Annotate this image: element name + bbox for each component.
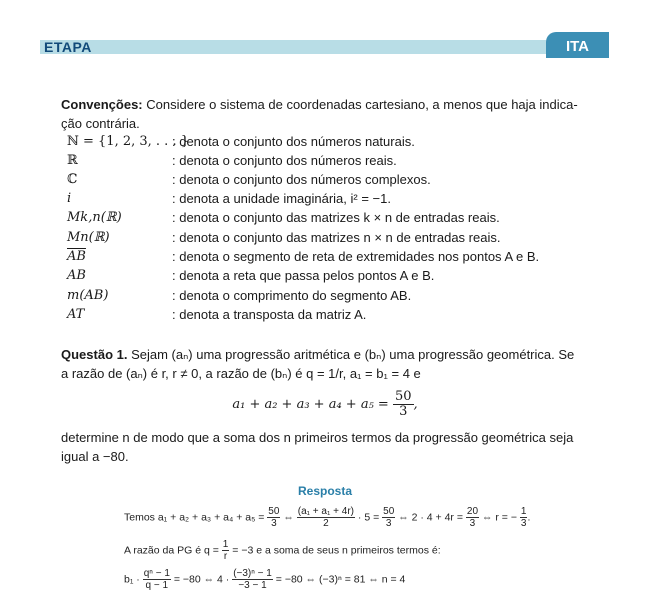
answer-l1-frac3-num: 50 xyxy=(383,506,395,517)
desc-imaginary: : denota a unidade imaginária, i² = −1. xyxy=(172,191,391,206)
equation-lhs: a₁ + a₂ + a₃ + a₄ + a₅ = xyxy=(232,397,389,412)
answer-l2-frac-den: r xyxy=(223,551,228,562)
question-line1: Sejam (aₙ) uma progressão aritmética e (bₙ) uma progressão geométrica. Se xyxy=(131,347,575,362)
desc-complex: : denota o conjunto dos números complexos. xyxy=(172,172,431,187)
equation-fraction xyxy=(393,390,414,419)
answer-l1-frac2 xyxy=(297,506,355,529)
answer-l2-frac-num: 1 xyxy=(222,539,229,550)
symbol-segment: $\overline{AB}$ xyxy=(67,249,86,264)
question-label: Questão 1. xyxy=(61,347,128,362)
answer-l1-mid2: · 5 = xyxy=(357,511,380,524)
answer-l1-frac1 xyxy=(267,506,280,529)
header-bar xyxy=(40,40,546,54)
answer-l1-frac4 xyxy=(466,506,479,529)
conventions-title: Convenções: xyxy=(61,97,143,112)
conventions-intro-line2: ção contrária. xyxy=(61,116,140,131)
answer-line3 xyxy=(124,568,405,591)
answer-l3-mid: = −80 ⇔ 4 · xyxy=(173,573,230,586)
desc-segment: : denota o segmento de reta de extremidades nos pontos A e B. xyxy=(172,249,540,264)
question-statement xyxy=(61,345,601,383)
desc-length: : denota o comprimento do segmento AB. xyxy=(172,288,412,303)
answer-l1-mid3: ⇔ 2 · 4 + 4r = xyxy=(398,511,463,524)
equation-end: , xyxy=(413,397,418,412)
answer-l1-frac1-den: 3 xyxy=(271,518,277,529)
answer-line1 xyxy=(124,506,530,529)
answer-title: Resposta xyxy=(297,484,353,498)
symbol-length: m(AB) xyxy=(67,288,109,303)
question-equation xyxy=(0,390,650,419)
conventions-intro xyxy=(61,95,591,133)
desc-transpose: : denota a transposta da matriz A. xyxy=(172,307,367,322)
answer-l1-frac5-num: 1 xyxy=(520,506,527,517)
answer-l1-frac3 xyxy=(382,506,395,529)
answer-l3-end: = −80 ⇔ (−3)ⁿ = 81 ⇔ n = 4 xyxy=(275,573,406,586)
symbol-reals: ℝ xyxy=(67,153,78,168)
symbol-imaginary: i xyxy=(67,191,72,206)
answer-l3-frac1-den: q − 1 xyxy=(145,580,169,591)
answer-l1-frac2-num: (a₁ + a₁ + 4r) xyxy=(297,506,354,517)
question-line2: a razão de (aₙ) é r, r ≠ 0, a razão de (bₙ) é q = 1/r, a₁ = b₁ = 4 e xyxy=(61,366,421,381)
desc-matrix-kn: : denota o conjunto das matrizes k × n de entradas reais. xyxy=(172,210,500,225)
answer-l3-frac2-num: (−3)ⁿ − 1 xyxy=(233,568,272,579)
answer-l1-frac1-num: 50 xyxy=(268,506,280,517)
question-line4: igual a −80. xyxy=(61,449,129,464)
symbol-matrix-n: Mn(ℝ) xyxy=(67,230,110,245)
symbol-matrix-kn: Mk,n(ℝ) xyxy=(67,210,122,225)
answer-l3-frac2-den: −3 − 1 xyxy=(238,580,267,591)
answer-l1-mid4: ⇔ r = − xyxy=(481,511,517,524)
ita-tab: ITA xyxy=(546,32,609,58)
answer-l1-frac4-num: 20 xyxy=(466,506,479,517)
conventions-intro-line1: Considere o sistema de coordenadas cartesiano, a menos que haja indica- xyxy=(146,97,578,112)
question-continuation xyxy=(61,428,601,466)
answer-l3-frac2 xyxy=(232,568,273,591)
question-line3: determine n de modo que a soma dos n primeiros termos da progressão geométrica seja xyxy=(61,430,574,445)
answer-l1-mid1: ⇔ xyxy=(283,511,294,524)
symbol-transpose: AT xyxy=(67,307,85,322)
answer-l1-frac3-den: 3 xyxy=(385,518,392,529)
equation-denominator: 3 xyxy=(399,404,408,419)
desc-reals: : denota o conjunto dos números reais. xyxy=(172,153,397,168)
symbol-complex: ℂ xyxy=(67,172,78,187)
answer-l2-frac xyxy=(222,539,230,562)
answer-l3-b1: b₁ · xyxy=(124,573,140,586)
answer-l3-frac1 xyxy=(143,568,171,591)
answer-l2-end: = −3 e a soma de seus n primeiros termos é: xyxy=(232,544,441,557)
answer-l1-end: . xyxy=(527,511,531,524)
symbol-naturals: ℕ = {1, 2, 3, . . . } xyxy=(67,134,189,149)
answer-l1-start: Temos a₁ + a₂ + a₃ + a₄ + a₅ = xyxy=(124,511,265,524)
answer-l1-frac4-den: 3 xyxy=(469,518,476,529)
desc-naturals: : denota o conjunto dos números naturais. xyxy=(172,134,415,149)
etapa-logo: ETAPA xyxy=(44,39,92,55)
answer-l1-frac5-den: 3 xyxy=(520,518,527,529)
answer-l3-frac1-num: qⁿ − 1 xyxy=(143,568,170,579)
symbol-line: AB xyxy=(67,268,86,283)
desc-line: : denota a reta que passa pelos pontos A e B. xyxy=(172,268,435,283)
answer-l1-frac2-den: 2 xyxy=(323,518,329,529)
desc-matrix-n: : denota o conjunto das matrizes n × n de entradas reais. xyxy=(172,230,501,245)
answer-l2-start: A razão da PG é q = xyxy=(124,544,219,557)
answer-line2 xyxy=(124,539,441,562)
equation-numerator: 50 xyxy=(394,389,412,404)
